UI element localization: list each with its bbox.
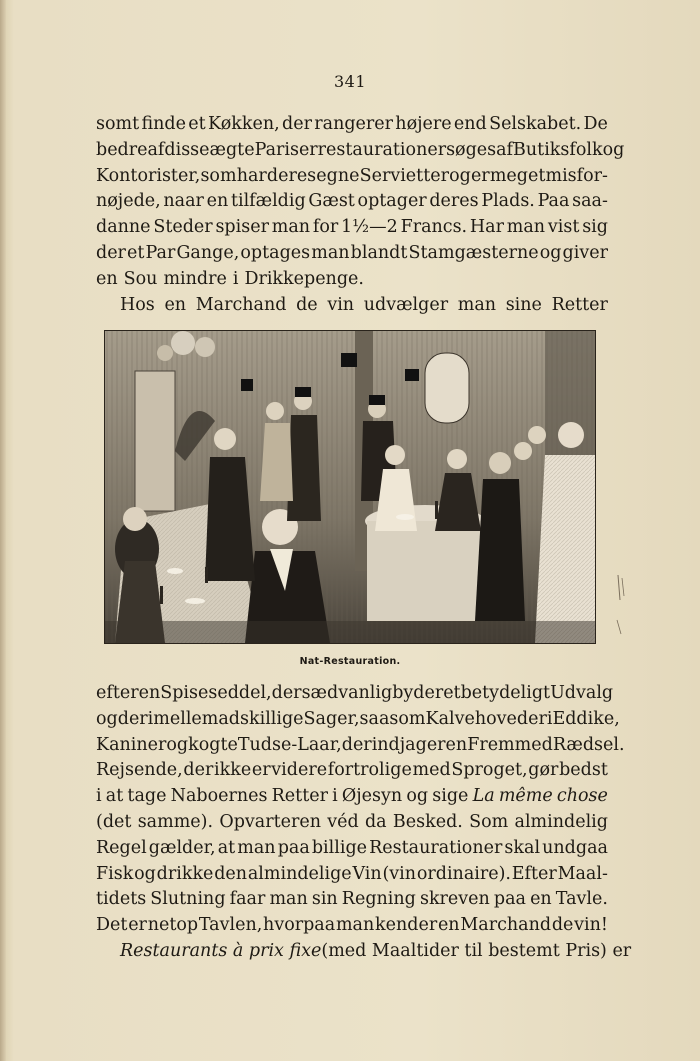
word: faar xyxy=(229,889,266,910)
word: vin! xyxy=(574,915,608,936)
word: de xyxy=(296,294,318,315)
word: véd xyxy=(327,811,359,832)
word: da xyxy=(364,811,387,832)
word: meget xyxy=(489,165,546,186)
word: vin xyxy=(327,294,355,315)
word: paa xyxy=(493,889,526,910)
page-number: 341 xyxy=(333,72,367,91)
word: af xyxy=(496,139,514,160)
word: bedre xyxy=(96,139,148,160)
word: samme). xyxy=(137,811,214,832)
word: Marchand xyxy=(460,915,552,936)
figure-caption: Nat-Restauration. xyxy=(299,656,401,667)
word: betydeligt xyxy=(460,683,551,703)
word: og xyxy=(134,863,156,884)
word: Retter xyxy=(551,294,608,315)
word: Paa xyxy=(537,191,570,212)
word: Naboernes xyxy=(170,786,268,807)
word: Køkken, xyxy=(208,114,280,134)
word: Øjesyn xyxy=(341,786,403,807)
word: og xyxy=(96,708,118,729)
restaurant-illustration xyxy=(104,330,596,644)
text-line xyxy=(96,810,608,836)
word: Restaurationer xyxy=(369,837,503,858)
word: Sou xyxy=(123,268,158,289)
word: Opvarteren xyxy=(219,811,321,832)
word: i xyxy=(232,268,239,289)
word: en xyxy=(164,294,187,315)
word: højere xyxy=(395,114,452,134)
word: Kalvehoveder xyxy=(425,708,547,729)
word: Fremmed xyxy=(467,734,553,755)
word: tilfældig xyxy=(230,191,306,212)
word: saa- xyxy=(572,191,608,212)
word: vist xyxy=(547,217,580,238)
word: tidets xyxy=(96,889,147,910)
word: Marchand xyxy=(195,294,287,315)
word: de xyxy=(551,915,574,936)
word: man xyxy=(335,915,375,936)
word: Har xyxy=(469,217,504,238)
word: egne xyxy=(316,165,360,186)
word: videre xyxy=(271,760,328,781)
word: derimellem xyxy=(117,708,219,729)
word: udvælger xyxy=(363,294,449,315)
word: søges xyxy=(446,139,497,160)
word: optages xyxy=(240,242,311,263)
word: skreven xyxy=(419,889,490,910)
text-line xyxy=(96,138,625,164)
word: gør xyxy=(528,760,559,781)
word: en xyxy=(445,734,468,755)
word: Par xyxy=(145,242,176,263)
text-line xyxy=(96,241,608,267)
word: Sager, xyxy=(303,708,360,729)
word: Selskabet. xyxy=(489,114,582,134)
word: Fisk xyxy=(96,863,134,884)
word: Gæst xyxy=(308,191,355,212)
italic-phrase: Restaurants à prix fixe xyxy=(120,940,322,961)
word: er xyxy=(251,760,271,781)
word: Pariserrestaurationer xyxy=(254,139,447,160)
word: har xyxy=(236,165,267,186)
text-line xyxy=(96,164,608,190)
word: Vin xyxy=(352,863,382,884)
word: man xyxy=(269,889,308,910)
word: der xyxy=(96,242,126,263)
text-run: (med Maaltider til bestemt Pris) er xyxy=(321,940,632,961)
word: der xyxy=(183,760,214,781)
word: Spiseseddel, xyxy=(160,683,272,703)
word: bedst xyxy=(559,760,608,781)
word: og xyxy=(406,786,429,807)
word: Kontorister, xyxy=(96,165,201,186)
word: De xyxy=(583,114,608,134)
word: Tavle. xyxy=(555,889,608,910)
word: den xyxy=(214,863,248,884)
word: skal xyxy=(504,837,541,858)
margin-marks xyxy=(612,570,632,640)
word: somt xyxy=(96,114,140,134)
word: mindre xyxy=(163,268,227,289)
word: Kaniner xyxy=(96,734,167,755)
word: Francs. xyxy=(400,217,468,238)
word: sine xyxy=(505,294,542,315)
word: og xyxy=(602,139,625,160)
word: fortrolige xyxy=(327,760,412,781)
text-line xyxy=(96,913,608,939)
word: Drikkepenge. xyxy=(244,268,364,289)
word: er xyxy=(470,165,490,186)
word: man xyxy=(311,242,350,263)
word: efter xyxy=(96,683,139,703)
word: Regning xyxy=(341,889,416,910)
lower-text-block xyxy=(96,681,632,965)
word: man xyxy=(457,294,497,315)
word: et xyxy=(443,683,461,703)
word: en xyxy=(96,268,118,289)
word: misfor- xyxy=(545,165,608,186)
word: paa xyxy=(277,837,310,858)
word: Som xyxy=(469,811,509,832)
word: Maal- xyxy=(557,863,608,884)
word: Slutning xyxy=(150,889,226,910)
word: adskillige xyxy=(218,708,304,729)
word: en xyxy=(138,683,161,703)
word: en xyxy=(206,191,229,212)
word: for xyxy=(312,217,339,238)
text-line xyxy=(96,112,608,138)
text-line xyxy=(96,939,632,965)
word: almindelig xyxy=(514,811,608,832)
word: drikke xyxy=(156,863,214,884)
word: rangerer xyxy=(314,114,393,134)
text-line xyxy=(96,887,608,913)
word: nøjede, xyxy=(96,191,161,212)
word: ægte xyxy=(209,139,255,160)
text-line xyxy=(96,836,608,862)
word: Butiksfolk xyxy=(513,139,603,160)
word: en xyxy=(530,889,552,910)
word: 1½—2 xyxy=(341,217,398,238)
word: optager xyxy=(357,191,427,212)
word: end xyxy=(453,114,487,134)
word: Plads. xyxy=(481,191,535,212)
word: naar xyxy=(163,191,204,212)
word: undgaa xyxy=(542,837,608,858)
word: og xyxy=(449,165,471,186)
text-line xyxy=(96,215,608,241)
word: man xyxy=(237,837,276,858)
word: (vin xyxy=(382,863,417,884)
text-line xyxy=(96,862,608,888)
word: La xyxy=(472,786,495,807)
word: man xyxy=(271,217,311,238)
word: giver xyxy=(562,242,608,263)
word: gælder, xyxy=(148,837,216,858)
word: Det xyxy=(96,915,128,936)
word: Udvalg xyxy=(550,683,614,703)
text-line xyxy=(96,758,608,784)
word: Besked. xyxy=(392,811,463,832)
word: et xyxy=(127,242,145,263)
word: sige xyxy=(432,786,469,807)
word: kogte xyxy=(188,734,238,755)
word: netop xyxy=(147,915,199,936)
word: Gange, xyxy=(176,242,240,263)
text-line xyxy=(96,293,608,319)
word: som xyxy=(200,165,237,186)
word: spiser xyxy=(215,217,269,238)
word: af xyxy=(147,139,165,160)
word: og xyxy=(539,242,562,263)
word: der xyxy=(282,114,312,134)
word: finde xyxy=(141,114,186,134)
word: Regel xyxy=(96,837,147,858)
word: Eddike, xyxy=(552,708,620,729)
word: sædvanlig xyxy=(301,683,393,703)
word: man xyxy=(506,217,546,238)
word: chose xyxy=(556,786,608,807)
upper-text-block xyxy=(96,112,625,318)
word: Sproget, xyxy=(451,760,528,781)
word: Steder xyxy=(153,217,213,238)
word: sin xyxy=(311,889,338,910)
word: ordinaire). xyxy=(416,863,511,884)
word: byder xyxy=(392,683,444,703)
word: kender xyxy=(375,915,438,936)
word: en xyxy=(437,915,460,936)
word: hvorpaa xyxy=(263,915,336,936)
text-line xyxy=(96,707,620,733)
word: et xyxy=(188,114,206,134)
word: Tudse-Laar, xyxy=(237,734,342,755)
word: i xyxy=(332,786,338,807)
word: deres xyxy=(266,165,317,186)
text-line xyxy=(96,189,608,215)
text-line xyxy=(96,733,625,759)
text-line xyxy=(96,681,614,707)
word: at xyxy=(105,786,124,807)
word: og xyxy=(166,734,189,755)
word: blandt xyxy=(350,242,408,263)
word: même xyxy=(498,786,553,807)
word: at xyxy=(217,837,236,858)
word: deres xyxy=(429,191,479,212)
word: der xyxy=(271,683,302,703)
text-line xyxy=(96,267,608,293)
word: almindelige xyxy=(247,863,352,884)
word: indjager xyxy=(371,734,446,755)
word: danne xyxy=(96,217,151,238)
word: i xyxy=(546,708,553,729)
word: sig xyxy=(582,217,608,238)
word: der xyxy=(341,734,372,755)
word: Tavlen, xyxy=(198,915,263,936)
word: med xyxy=(412,760,451,781)
word: Rædsel. xyxy=(552,734,625,755)
word: saasom xyxy=(359,708,426,729)
word: Rejsende, xyxy=(96,760,183,781)
word: er xyxy=(128,915,147,936)
text-line xyxy=(96,784,608,810)
word: Retter xyxy=(271,786,328,807)
word: tage xyxy=(127,786,167,807)
word: Hos xyxy=(120,294,155,315)
word: (det xyxy=(96,811,132,832)
word: disse xyxy=(164,139,210,160)
word: billige xyxy=(311,837,368,858)
word: Servietter xyxy=(359,165,449,186)
word: Stamgæsterne xyxy=(408,242,539,263)
word: Efter xyxy=(511,863,557,884)
word: i xyxy=(96,786,102,807)
word: ikke xyxy=(214,760,252,781)
page-spine-shadow xyxy=(0,0,6,1061)
